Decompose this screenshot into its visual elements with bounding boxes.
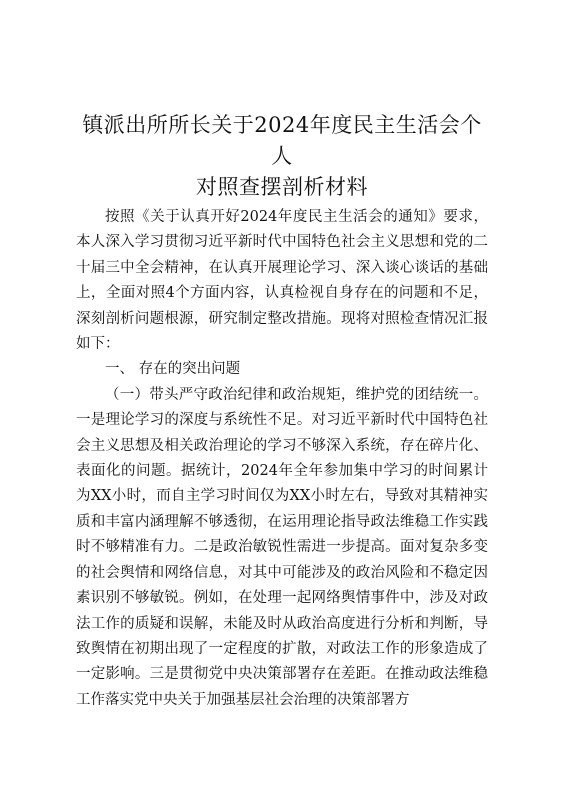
- title-line-1: 镇派出所所长关于2024年度民主生活会个人: [82, 113, 482, 168]
- document-body: [76, 205, 488, 713]
- section-paragraph: （一）带头严守政治纪律和政治规矩，维护党的团结统一。一是理论学习的深度与系统性不足。对习近平新时代中国特色社会主义思想及相关政治理论的学习不够深入系统，存在碎片化、表面化的问题。据统计，2024年全年参加集中学习的时间累计为XX小时，而自主学习时间仅为XX小时左右，导致对其精神实质和丰富内涵理解不够透彻，在运用理论指导政法维稳工作实践时不够精准有力。二是政治敏锐性需进一步提高。面对复杂多变的社会舆情和网络信息，对其中可能涉及的政治风险和不稳定因素识别不够敏锐。例如，在处理一起网络舆情事件中，涉及对政法工作的质疑和误解，未能及时从政治高度进行分析和判断，导致舆情在初期出现了一定程度的扩散，对政法工作的形象造成了一定影响。三是贯彻党中央决策部署存在差距。在推动政法维稳工作落实党中央关于加强基层社会治理的决策部署方: [76, 386, 488, 708]
- title-line-2: 对照查摆剖析材料: [196, 175, 368, 199]
- document-title: [76, 110, 488, 203]
- intro-paragraph: 按照《关于认真开好2024年度民主生活会的通知》要求，本人深入学习贯彻习近平新时代中国特色社会主义思想和党的二十届三中全会精神，在认真开展理论学习、深入谈心谈话的基础上，全面对照4个方面内容，认真检视自身存在的问题和不足，深刻剖析问题根源，研究制定整改措施。现将对照检查情况汇报如下：: [76, 209, 488, 353]
- section-heading: 一、 存在的突出问题: [105, 361, 241, 378]
